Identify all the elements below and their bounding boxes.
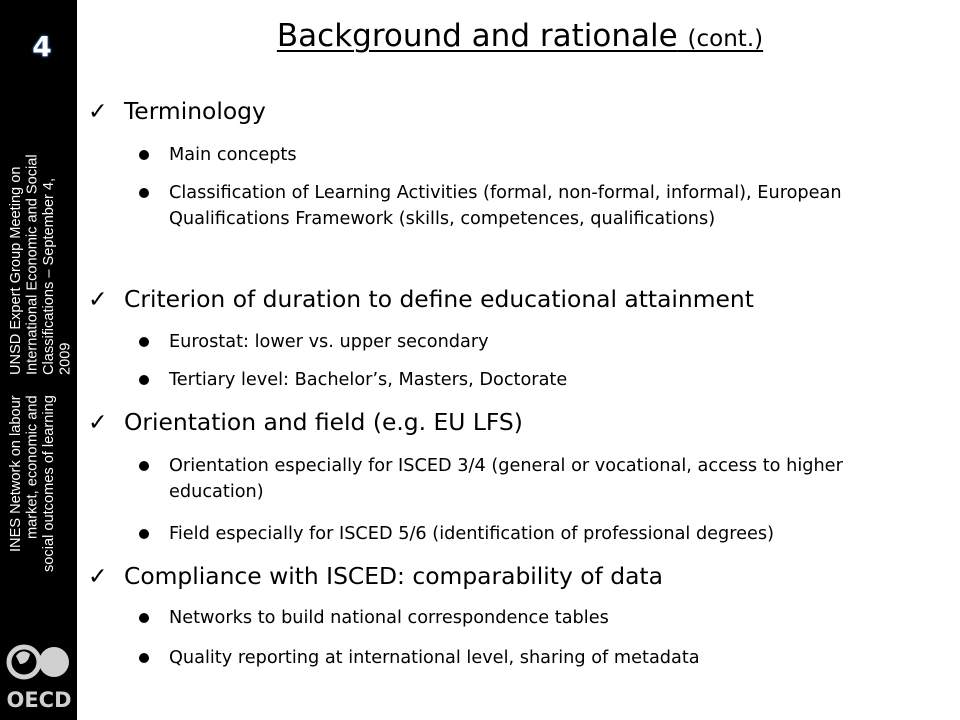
bullet-icon [139, 188, 149, 198]
bullet-item [139, 367, 919, 393]
bullet-icon [139, 337, 149, 347]
bullet-text: Eurostat: lower vs. upper secondary [169, 332, 489, 352]
bullet-item [139, 329, 919, 355]
list-item-heading [88, 97, 266, 125]
bullet-text: Quality reporting at international level, sharing of metadata [169, 648, 700, 668]
bullet-item [139, 605, 919, 631]
bullet-text: Tertiary level: Bachelor’s, Masters, Doctorate [169, 370, 568, 390]
list-item-heading [88, 562, 663, 590]
checkmark-icon: ✓ [88, 562, 108, 590]
bullet-text: Orientation especially for ISCED 3/4 (general or vocational, access to higher education) [169, 456, 843, 502]
bullet-item [139, 453, 919, 505]
checkmark-icon: ✓ [88, 97, 108, 125]
network-caption: INES Network on labour market, economic and social outcomes of learning [8, 395, 57, 572]
checkmark-icon: ✓ [88, 408, 108, 436]
bullet-item [139, 645, 919, 671]
meeting-caption: UNSD Expert Group Meeting on International Economic and Social Classifications – September 4, 2009 [8, 154, 74, 375]
bullet-icon [139, 375, 149, 385]
bullet-item [139, 180, 919, 232]
heading-text: Criterion of duration to define educational attainment [124, 285, 754, 313]
sidebar [0, 0, 77, 720]
bullet-icon [139, 150, 149, 160]
svg-text:OECD: OECD [6, 688, 72, 712]
heading-text: Orientation and field (e.g. EU LFS) [124, 408, 523, 436]
bullet-icon [139, 461, 149, 471]
bullet-item [139, 521, 919, 547]
bullet-icon [139, 529, 149, 539]
oecd-logo [4, 640, 74, 715]
title-main: Background and rationale [276, 18, 678, 54]
list-item-heading [88, 408, 523, 436]
bullet-text: Main concepts [169, 145, 297, 165]
list-item-heading [88, 285, 754, 313]
title-suffix: (cont.) [687, 26, 764, 52]
bullet-item [139, 142, 919, 168]
heading-text: Compliance with ISCED: comparability of data [124, 562, 663, 590]
bullet-icon [139, 613, 149, 623]
heading-text: Terminology [124, 97, 266, 125]
checkmark-icon: ✓ [88, 285, 108, 313]
bullet-icon [139, 653, 149, 663]
bullet-text: Classification of Learning Activities (formal, non-formal, informal), European Qualifications Framework (skills, competences, qualifications) [169, 183, 842, 229]
bullet-text: Networks to build national correspondence tables [169, 608, 609, 628]
slide-title [160, 18, 880, 54]
page-number: 4 [32, 30, 52, 63]
bullet-text: Field especially for ISCED 5/6 (identification of professional degrees) [169, 524, 775, 544]
